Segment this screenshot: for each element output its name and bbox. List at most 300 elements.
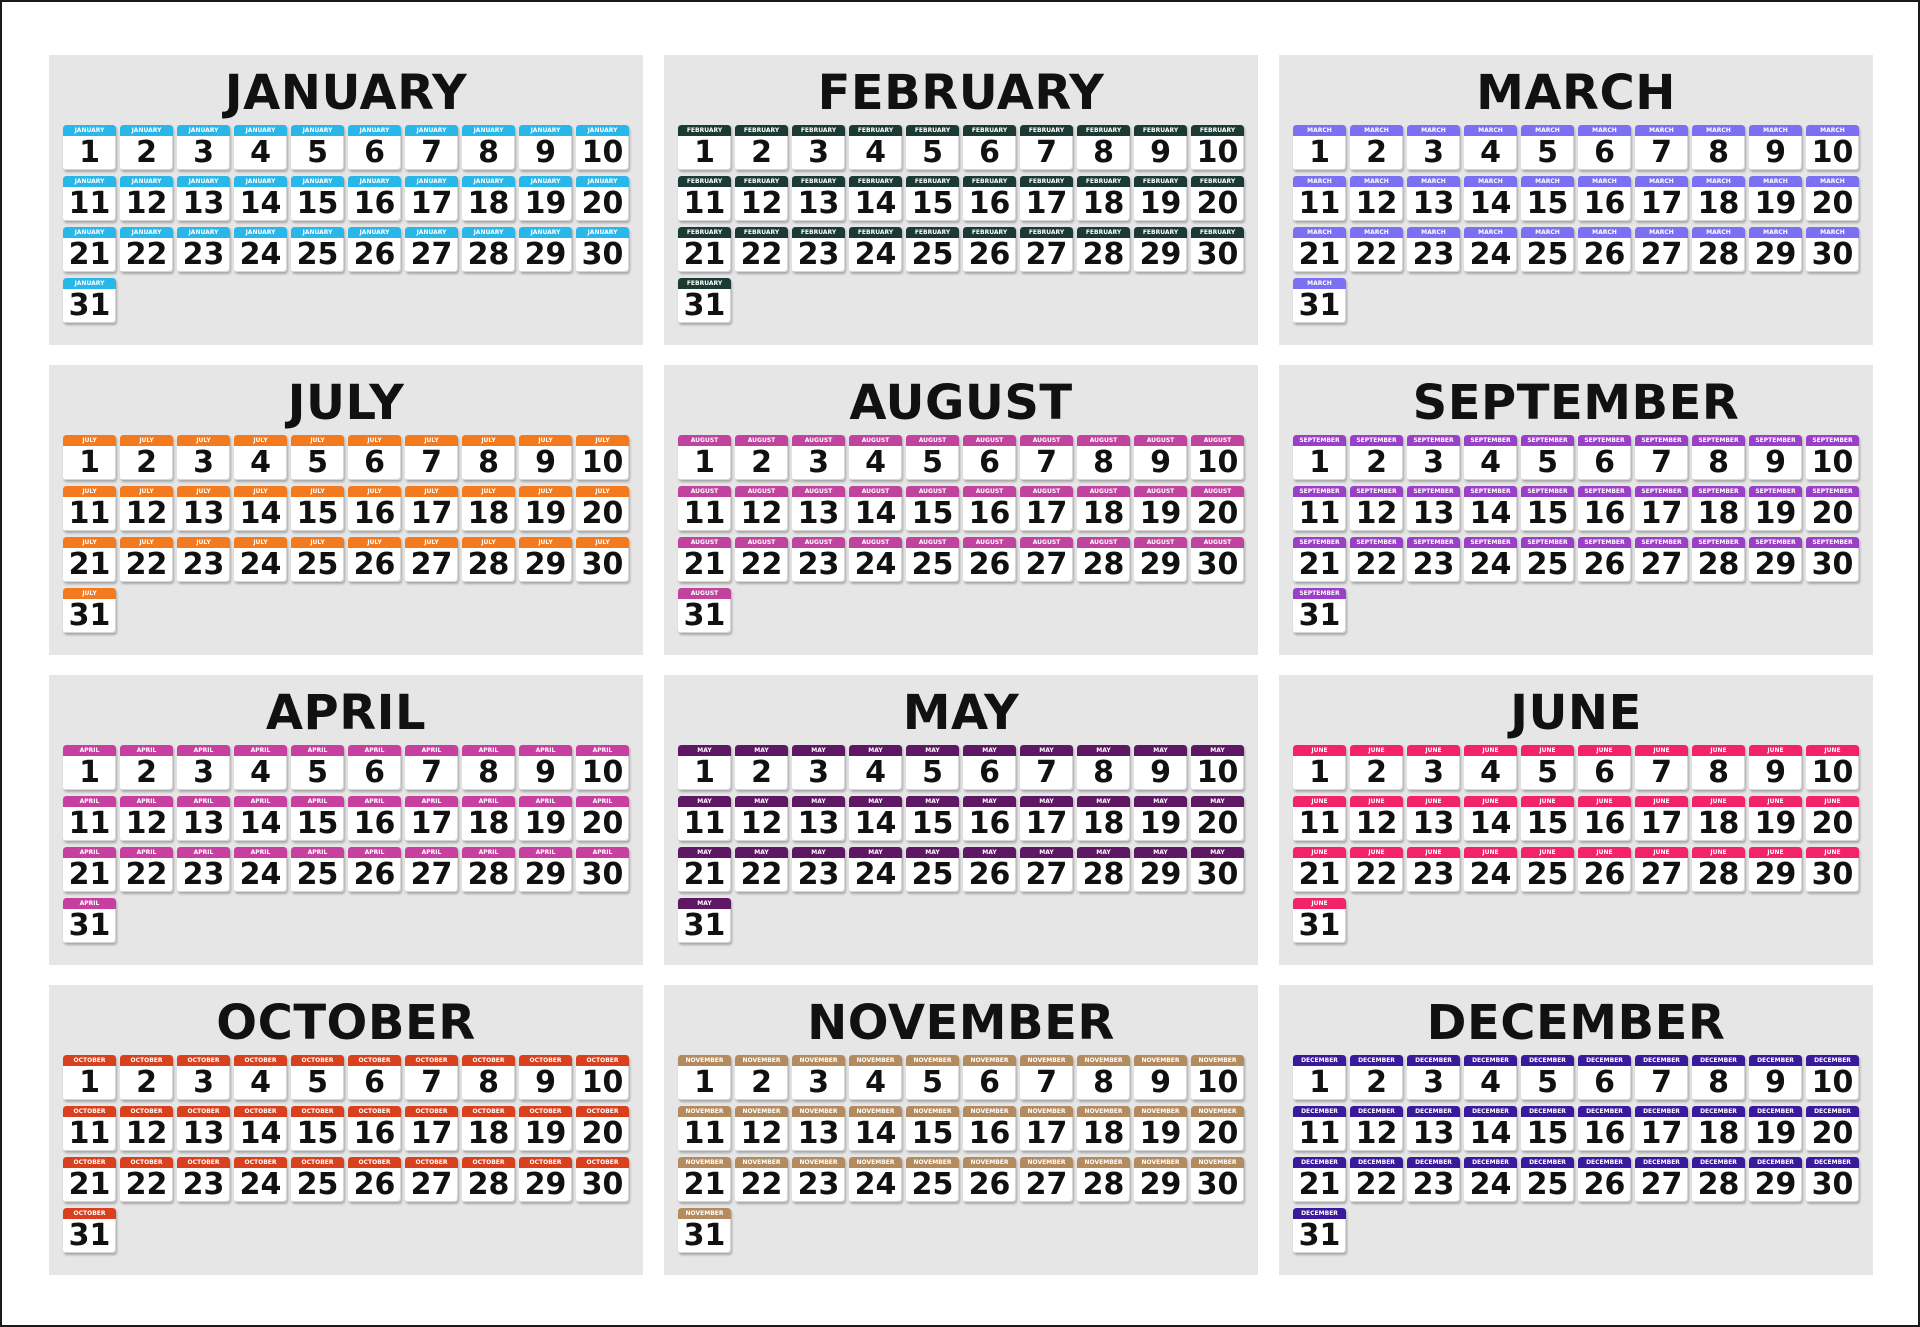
day-number: 24 — [239, 857, 282, 892]
day-number: 17 — [1025, 186, 1068, 221]
day-tile-month-tab: OCTOBER — [519, 1055, 572, 1066]
day-tile — [1350, 1106, 1403, 1151]
day-tile — [1578, 796, 1631, 841]
day-tile-month-tab: JULY — [120, 486, 173, 497]
day-tile — [1191, 227, 1244, 272]
day-number: 30 — [1811, 237, 1854, 272]
day-tile — [120, 1055, 173, 1100]
day-tile — [348, 847, 401, 892]
day-number: 26 — [1583, 1167, 1626, 1202]
day-tile-month-tab: OCTOBER — [120, 1055, 173, 1066]
day-number: 31 — [683, 1218, 726, 1253]
day-number: 27 — [1640, 857, 1683, 892]
day-number: 20 — [1811, 186, 1854, 221]
day-number: 23 — [797, 857, 840, 892]
day-tile-month-tab: FEBRUARY — [963, 176, 1016, 187]
day-number: 29 — [1139, 1167, 1182, 1202]
day-tile — [1350, 176, 1403, 221]
day-number: 13 — [1412, 496, 1455, 531]
day-tile — [576, 745, 629, 790]
day-number: 7 — [421, 135, 442, 170]
day-number: 9 — [535, 1065, 556, 1100]
day-tile-month-tab: FEBRUARY — [1134, 227, 1187, 238]
day-tile-month-tab: JULY — [234, 537, 287, 548]
day-tile-month-tab: JUNE — [1521, 847, 1574, 858]
day-tile — [906, 125, 959, 170]
day-tile-month-tab: SEPTEMBER — [1521, 435, 1574, 446]
day-tile — [963, 125, 1016, 170]
day-tile — [348, 176, 401, 221]
day-tile — [792, 1055, 845, 1100]
day-tile-month-tab: APRIL — [177, 796, 230, 807]
day-number: 18 — [1697, 806, 1740, 841]
day-tile-month-tab: MARCH — [1635, 227, 1688, 238]
day-number: 26 — [1583, 547, 1626, 582]
day-tile — [1749, 537, 1802, 582]
day-tile-month-tab: AUGUST — [1134, 537, 1187, 548]
day-tile — [1077, 1106, 1130, 1151]
day-tile — [1635, 1157, 1688, 1202]
day-tile — [234, 1157, 287, 1202]
day-number: 5 — [1537, 755, 1558, 790]
day-tile-month-tab: SEPTEMBER — [1464, 486, 1517, 497]
day-tile — [519, 796, 572, 841]
day-tile-month-tab: JULY — [519, 435, 572, 446]
day-tile — [1692, 176, 1745, 221]
day-tile — [1191, 1157, 1244, 1202]
month-panel-july — [49, 365, 643, 655]
day-number: 5 — [1537, 445, 1558, 480]
day-number: 21 — [68, 857, 111, 892]
day-tile — [1521, 176, 1574, 221]
day-number: 24 — [239, 237, 282, 272]
day-number: 15 — [911, 806, 954, 841]
day-tile — [462, 537, 515, 582]
day-number: 29 — [1754, 1167, 1797, 1202]
month-panel-september — [1279, 365, 1873, 655]
day-number: 8 — [1093, 1065, 1114, 1100]
day-tile — [519, 745, 572, 790]
day-tile — [462, 486, 515, 531]
day-tile-month-tab: JUNE — [1464, 847, 1517, 858]
day-tile — [576, 1106, 629, 1151]
day-tile-month-tab: NOVEMBER — [1191, 1055, 1244, 1066]
day-tile — [405, 486, 458, 531]
day-tile-month-tab: MARCH — [1293, 278, 1346, 289]
day-number: 21 — [1298, 1167, 1341, 1202]
day-tile-month-tab: AUGUST — [792, 435, 845, 446]
day-tile — [519, 537, 572, 582]
day-number: 2 — [1366, 1065, 1387, 1100]
day-tile — [519, 176, 572, 221]
day-tile — [63, 176, 116, 221]
day-number: 9 — [1765, 1065, 1786, 1100]
day-tile — [963, 486, 1016, 531]
day-number: 22 — [1355, 547, 1398, 582]
day-tile-month-tab: JUNE — [1293, 796, 1346, 807]
day-number: 13 — [182, 496, 225, 531]
day-tile — [177, 796, 230, 841]
day-tile-month-tab: JANUARY — [405, 125, 458, 136]
day-tile — [519, 1055, 572, 1100]
day-tile — [576, 796, 629, 841]
day-number: 16 — [1583, 186, 1626, 221]
day-tile — [1077, 745, 1130, 790]
day-tile-month-tab: SEPTEMBER — [1692, 486, 1745, 497]
day-tile-month-tab: SEPTEMBER — [1521, 537, 1574, 548]
day-number: 6 — [1594, 445, 1615, 480]
day-tile — [1806, 125, 1859, 170]
day-number: 11 — [68, 806, 111, 841]
day-number: 18 — [1082, 496, 1125, 531]
day-tile — [1806, 847, 1859, 892]
day-tile-month-tab: MARCH — [1293, 227, 1346, 238]
day-tile — [1464, 796, 1517, 841]
day-tile — [906, 847, 959, 892]
day-tile-month-tab: MARCH — [1407, 176, 1460, 187]
day-number: 3 — [808, 135, 829, 170]
day-tile-month-tab: JULY — [405, 435, 458, 446]
day-number: 19 — [1139, 1116, 1182, 1151]
day-tile — [1578, 1055, 1631, 1100]
day-tile — [63, 1055, 116, 1100]
day-tile — [177, 227, 230, 272]
day-tile — [849, 1055, 902, 1100]
day-tile-month-tab: JANUARY — [120, 125, 173, 136]
day-tile-month-tab: JANUARY — [177, 227, 230, 238]
day-tile-month-tab: AUGUST — [963, 486, 1016, 497]
day-tile — [678, 227, 731, 272]
day-tile — [1749, 1106, 1802, 1151]
day-tile-month-tab: APRIL — [405, 796, 458, 807]
day-tile-month-tab: JANUARY — [519, 125, 572, 136]
day-tile-month-tab: AUGUST — [1191, 537, 1244, 548]
month-title: SEPTEMBER — [1412, 375, 1740, 431]
day-tile-month-tab: MAY — [678, 847, 731, 858]
day-number: 27 — [1640, 237, 1683, 272]
day-number: 20 — [581, 186, 624, 221]
day-tile-month-tab: MAY — [678, 796, 731, 807]
day-tile-month-tab: JUNE — [1635, 847, 1688, 858]
day-tile-month-tab: DECEMBER — [1806, 1055, 1859, 1066]
day-tile-month-tab: JUNE — [1806, 847, 1859, 858]
day-tile — [1464, 537, 1517, 582]
day-tile-month-tab: APRIL — [63, 796, 116, 807]
day-tile — [1692, 745, 1745, 790]
day-number: 19 — [1139, 186, 1182, 221]
day-tile — [1521, 1055, 1574, 1100]
day-tile-month-tab: APRIL — [291, 847, 344, 858]
day-number: 28 — [1082, 857, 1125, 892]
day-tile — [348, 435, 401, 480]
day-number: 15 — [911, 496, 954, 531]
day-number: 24 — [239, 547, 282, 582]
day-tile — [1350, 847, 1403, 892]
day-number: 12 — [125, 1116, 168, 1151]
day-tile-month-tab: SEPTEMBER — [1806, 435, 1859, 446]
day-tile — [1578, 435, 1631, 480]
day-number: 3 — [193, 135, 214, 170]
day-tile — [1578, 537, 1631, 582]
day-tile-month-tab: JUNE — [1749, 796, 1802, 807]
day-tile — [1407, 847, 1460, 892]
day-tile-month-tab: MAY — [849, 745, 902, 756]
day-tile-month-tab: FEBRUARY — [1134, 125, 1187, 136]
day-tile-month-tab: NOVEMBER — [735, 1055, 788, 1066]
day-tile — [120, 125, 173, 170]
day-tile-month-tab: MAY — [735, 847, 788, 858]
day-number: 22 — [125, 1167, 168, 1202]
day-tile-month-tab: DECEMBER — [1407, 1157, 1460, 1168]
day-tile-month-tab: NOVEMBER — [849, 1106, 902, 1117]
day-tile — [120, 1106, 173, 1151]
day-tile — [1635, 1055, 1688, 1100]
day-tile-month-tab: APRIL — [576, 745, 629, 756]
day-tile-month-tab: MAY — [678, 745, 731, 756]
day-tile — [291, 176, 344, 221]
day-tile — [405, 125, 458, 170]
day-tile-month-tab: AUGUST — [1077, 435, 1130, 446]
day-number: 25 — [296, 857, 339, 892]
day-number: 16 — [1583, 806, 1626, 841]
day-tile-month-tab: OCTOBER — [348, 1157, 401, 1168]
day-tile — [678, 125, 731, 170]
day-number: 31 — [68, 908, 111, 943]
day-tile-month-tab: DECEMBER — [1521, 1055, 1574, 1066]
day-number: 12 — [125, 806, 168, 841]
day-tile — [63, 435, 116, 480]
day-tile-month-tab: DECEMBER — [1521, 1106, 1574, 1117]
day-tile-month-tab: AUGUST — [678, 486, 731, 497]
day-number: 6 — [1594, 135, 1615, 170]
day-number: 27 — [1025, 1167, 1068, 1202]
day-number: 6 — [364, 135, 385, 170]
day-tile-month-tab: OCTOBER — [576, 1055, 629, 1066]
day-tile-month-tab: NOVEMBER — [735, 1106, 788, 1117]
day-tile-month-tab: MAY — [1020, 847, 1073, 858]
day-number: 1 — [1309, 755, 1330, 790]
day-tile-month-tab: MAY — [1191, 796, 1244, 807]
day-tile-month-tab: MAY — [1134, 847, 1187, 858]
day-tile — [576, 227, 629, 272]
day-tile — [1407, 227, 1460, 272]
day-tile-month-tab: APRIL — [576, 847, 629, 858]
day-tile-month-tab: OCTOBER — [177, 1055, 230, 1066]
day-tile-month-tab: MARCH — [1464, 125, 1517, 136]
day-tile — [1749, 1157, 1802, 1202]
day-tile-month-tab: SEPTEMBER — [1635, 486, 1688, 497]
day-tile-month-tab: MARCH — [1806, 176, 1859, 187]
day-tile — [63, 227, 116, 272]
day-number: 6 — [979, 755, 1000, 790]
day-tile — [1749, 745, 1802, 790]
day-tile-month-tab: AUGUST — [792, 537, 845, 548]
day-tile — [1749, 176, 1802, 221]
day-tile — [735, 227, 788, 272]
day-tile — [1749, 486, 1802, 531]
day-tile — [63, 278, 116, 323]
day-number: 19 — [1754, 496, 1797, 531]
day-tile — [906, 796, 959, 841]
day-number: 20 — [581, 496, 624, 531]
day-tile — [63, 1208, 116, 1253]
day-tile — [1191, 745, 1244, 790]
day-number: 9 — [1150, 445, 1171, 480]
day-tile-month-tab: FEBRUARY — [735, 176, 788, 187]
day-tile-month-tab: SEPTEMBER — [1407, 537, 1460, 548]
day-number: 13 — [182, 806, 225, 841]
day-tile-month-tab: AUGUST — [1020, 486, 1073, 497]
day-number: 21 — [683, 547, 726, 582]
day-tile — [735, 486, 788, 531]
day-number: 22 — [740, 237, 783, 272]
day-tile-month-tab: DECEMBER — [1350, 1157, 1403, 1168]
day-grid — [678, 745, 1244, 943]
day-number: 2 — [136, 755, 157, 790]
day-tile — [1464, 1106, 1517, 1151]
day-number: 11 — [683, 186, 726, 221]
day-tile-month-tab: JULY — [234, 486, 287, 497]
day-tile-month-tab: AUGUST — [1020, 537, 1073, 548]
day-tile — [462, 125, 515, 170]
day-number: 14 — [1469, 496, 1512, 531]
day-number: 23 — [797, 1167, 840, 1202]
day-tile-month-tab: SEPTEMBER — [1293, 588, 1346, 599]
day-number: 28 — [467, 547, 510, 582]
day-tile-month-tab: APRIL — [519, 847, 572, 858]
day-number: 8 — [478, 445, 499, 480]
day-tile — [792, 125, 845, 170]
day-tile — [1134, 486, 1187, 531]
day-number: 2 — [1366, 135, 1387, 170]
day-tile-month-tab: JULY — [291, 537, 344, 548]
day-number: 30 — [581, 237, 624, 272]
day-tile — [1464, 227, 1517, 272]
day-tile-month-tab: MARCH — [1692, 176, 1745, 187]
day-tile — [1806, 435, 1859, 480]
day-tile-month-tab: OCTOBER — [576, 1157, 629, 1168]
day-tile — [1521, 537, 1574, 582]
day-tile-month-tab: SEPTEMBER — [1749, 537, 1802, 548]
day-tile-month-tab: DECEMBER — [1521, 1157, 1574, 1168]
day-tile-month-tab: JUNE — [1293, 847, 1346, 858]
day-tile-month-tab: MARCH — [1521, 176, 1574, 187]
day-tile — [1077, 796, 1130, 841]
day-number: 14 — [1469, 806, 1512, 841]
day-number: 23 — [797, 547, 840, 582]
day-tile — [177, 847, 230, 892]
day-tile-month-tab: NOVEMBER — [1134, 1106, 1187, 1117]
day-number: 8 — [1708, 755, 1729, 790]
day-tile — [792, 176, 845, 221]
day-tile-month-tab: MAY — [792, 745, 845, 756]
day-tile — [348, 125, 401, 170]
day-tile — [576, 125, 629, 170]
day-tile — [963, 1055, 1016, 1100]
day-tile — [1806, 176, 1859, 221]
day-number: 10 — [1196, 135, 1239, 170]
day-tile-month-tab: DECEMBER — [1578, 1157, 1631, 1168]
day-number: 1 — [79, 755, 100, 790]
day-tile — [234, 1106, 287, 1151]
day-tile-month-tab: DECEMBER — [1578, 1106, 1631, 1117]
day-tile-month-tab: JANUARY — [348, 176, 401, 187]
day-number: 23 — [1412, 1167, 1455, 1202]
day-tile-month-tab: MARCH — [1464, 176, 1517, 187]
day-number: 17 — [1025, 1116, 1068, 1151]
day-tile-month-tab: MAY — [1134, 796, 1187, 807]
day-tile — [678, 1208, 731, 1253]
day-tile-month-tab: MARCH — [1806, 227, 1859, 238]
day-tile-month-tab: NOVEMBER — [1020, 1055, 1073, 1066]
day-number: 21 — [68, 547, 111, 582]
day-number: 10 — [581, 135, 624, 170]
day-tile — [1293, 486, 1346, 531]
day-tile-month-tab: SEPTEMBER — [1806, 486, 1859, 497]
day-tile — [1407, 796, 1460, 841]
day-tile-month-tab: AUGUST — [1077, 486, 1130, 497]
day-tile — [291, 745, 344, 790]
day-tile — [1578, 847, 1631, 892]
month-panel-february — [664, 55, 1258, 345]
day-tile — [1020, 537, 1073, 582]
day-number: 30 — [1196, 1167, 1239, 1202]
day-number: 14 — [854, 496, 897, 531]
day-number: 4 — [865, 755, 886, 790]
day-number: 18 — [1082, 1116, 1125, 1151]
day-tile — [1350, 1157, 1403, 1202]
day-tile-month-tab: DECEMBER — [1464, 1106, 1517, 1117]
day-tile — [1464, 847, 1517, 892]
day-tile-month-tab: SEPTEMBER — [1464, 435, 1517, 446]
month-panel-december — [1279, 985, 1873, 1275]
day-tile — [1350, 435, 1403, 480]
day-tile-month-tab: MARCH — [1692, 125, 1745, 136]
day-tile-month-tab: MARCH — [1749, 176, 1802, 187]
day-number: 30 — [581, 547, 624, 582]
day-number: 20 — [1811, 1116, 1854, 1151]
day-tile-month-tab: FEBRUARY — [963, 227, 1016, 238]
day-tile — [1134, 537, 1187, 582]
day-tile-month-tab: JANUARY — [462, 227, 515, 238]
day-tile-month-tab: DECEMBER — [1692, 1106, 1745, 1117]
day-number: 31 — [1298, 598, 1341, 633]
day-number: 16 — [968, 496, 1011, 531]
day-number: 7 — [421, 445, 442, 480]
day-tile — [1407, 1157, 1460, 1202]
day-tile-month-tab: FEBRUARY — [906, 125, 959, 136]
day-tile — [1077, 227, 1130, 272]
day-tile-month-tab: JANUARY — [348, 125, 401, 136]
day-tile — [63, 588, 116, 633]
day-tile-month-tab: SEPTEMBER — [1407, 486, 1460, 497]
day-number: 4 — [250, 1065, 271, 1100]
day-number: 31 — [683, 598, 726, 633]
day-number: 15 — [911, 1116, 954, 1151]
day-tile — [177, 176, 230, 221]
day-number: 20 — [1196, 806, 1239, 841]
day-number: 10 — [1196, 445, 1239, 480]
day-number: 10 — [1811, 1065, 1854, 1100]
day-number: 12 — [740, 806, 783, 841]
day-grid — [63, 125, 629, 323]
day-tile — [1635, 227, 1688, 272]
day-number: 19 — [524, 1116, 567, 1151]
day-number: 7 — [1651, 135, 1672, 170]
day-grid — [678, 1055, 1244, 1253]
day-tile-month-tab: FEBRUARY — [678, 176, 731, 187]
day-tile — [1692, 1106, 1745, 1151]
